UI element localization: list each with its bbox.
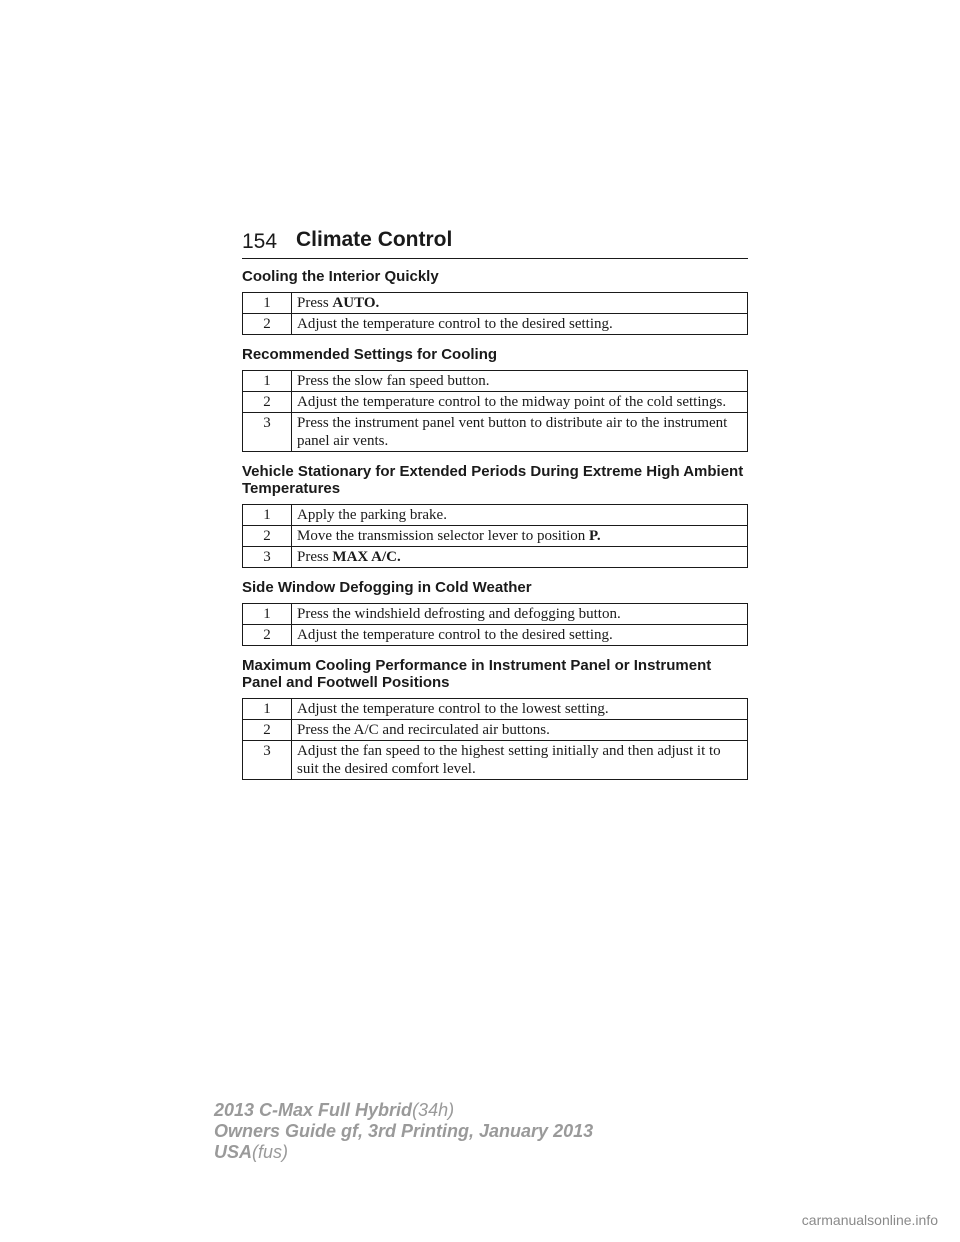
procedure-section — [242, 657, 748, 780]
table-row — [243, 699, 748, 720]
step-instruction — [292, 547, 748, 568]
step-number: 3 — [243, 413, 292, 452]
steps-table — [242, 603, 748, 646]
table-row — [243, 720, 748, 741]
step-number: 1 — [243, 293, 292, 314]
step-instruction — [292, 625, 748, 646]
step-number: 2 — [243, 314, 292, 335]
step-text: Press the slow fan speed button. — [297, 373, 490, 389]
step-number: 1 — [243, 604, 292, 625]
step-instruction — [292, 505, 748, 526]
table-row — [243, 604, 748, 625]
section-title: Maximum Cooling Performance in Instrument Panel or Instrument Panel and Footwell Positions — [242, 657, 712, 691]
footer-market-code: (fus) — [252, 1142, 289, 1162]
step-text: Press — [297, 295, 333, 311]
table-row — [243, 371, 748, 392]
section-title: Cooling the Interior Quickly — [242, 268, 439, 285]
procedure-section — [242, 346, 748, 452]
step-text: Press the windshield defrosting and defogging button. — [297, 606, 621, 622]
step-instruction — [292, 392, 748, 413]
table-row — [243, 293, 748, 314]
step-control-label: P. — [589, 528, 601, 544]
step-number: 2 — [243, 625, 292, 646]
step-number: 3 — [243, 741, 292, 780]
step-text: Move the transmission selector lever to position — [297, 528, 590, 544]
table-row — [243, 505, 748, 526]
step-number: 1 — [243, 371, 292, 392]
table-row — [243, 625, 748, 646]
steps-table — [242, 370, 748, 452]
procedure-section — [242, 268, 748, 335]
step-instruction — [292, 604, 748, 625]
footer-line-guide — [214, 1121, 593, 1142]
footer-guide: Owners Guide gf, 3rd Printing, January 2013 — [214, 1121, 594, 1141]
footer-model-code: (34h) — [412, 1100, 455, 1120]
step-number: 3 — [243, 547, 292, 568]
procedure-section — [242, 579, 748, 646]
steps-table — [242, 504, 748, 568]
table-row — [243, 526, 748, 547]
step-text: Adjust the temperature control to the lowest setting. — [297, 701, 609, 717]
step-instruction — [292, 371, 748, 392]
step-instruction — [292, 720, 748, 741]
step-control-label: MAX A/C. — [332, 549, 401, 565]
step-text: Adjust the temperature control to the desired setting. — [297, 316, 613, 332]
document-footer — [214, 1100, 593, 1163]
section-title: Vehicle Stationary for Extended Periods During Extreme High Ambient Temperatures — [242, 463, 744, 497]
step-text: Press — [297, 549, 333, 565]
step-number: 2 — [243, 526, 292, 547]
step-text: Adjust the temperature control to the midway point of the cold settings. — [297, 394, 727, 410]
step-instruction — [292, 526, 748, 547]
table-row — [243, 413, 748, 452]
step-number: 2 — [243, 720, 292, 741]
footer-model: 2013 C-Max Full Hybrid — [214, 1100, 413, 1120]
step-number: 2 — [243, 392, 292, 413]
step-instruction — [292, 699, 748, 720]
step-control-label: AUTO. — [332, 295, 380, 311]
table-row — [243, 741, 748, 780]
site-watermark: carmanualsonline.info — [801, 1212, 938, 1228]
chapter-title: Climate Control — [296, 228, 453, 251]
step-instruction — [292, 741, 748, 780]
step-instruction — [292, 293, 748, 314]
step-number: 1 — [243, 505, 292, 526]
footer-line-market — [214, 1142, 593, 1163]
step-text: Press the A/C and recirculated air buttons. — [297, 722, 550, 738]
steps-table — [242, 292, 748, 335]
step-text: Apply the parking brake. — [297, 507, 447, 523]
footer-market: USA — [214, 1142, 253, 1162]
table-row — [243, 314, 748, 335]
step-number: 1 — [243, 699, 292, 720]
step-text: Press the instrument panel vent button to distribute air to the instrument panel air vents. — [297, 415, 728, 449]
page-header — [242, 228, 748, 259]
table-row — [243, 547, 748, 568]
step-instruction — [292, 413, 748, 452]
step-text: Adjust the temperature control to the desired setting. — [297, 627, 613, 643]
step-text: Adjust the fan speed to the highest setting initially and then adjust it to suit the desired comfort level. — [297, 743, 721, 777]
page-number: 154 — [242, 230, 278, 253]
table-row — [243, 392, 748, 413]
procedure-section — [242, 463, 748, 568]
footer-line-model — [214, 1100, 593, 1121]
section-title: Recommended Settings for Cooling — [242, 346, 498, 363]
section-title: Side Window Defogging in Cold Weather — [242, 579, 532, 596]
steps-table — [242, 698, 748, 780]
procedure-content — [242, 268, 748, 791]
step-instruction — [292, 314, 748, 335]
